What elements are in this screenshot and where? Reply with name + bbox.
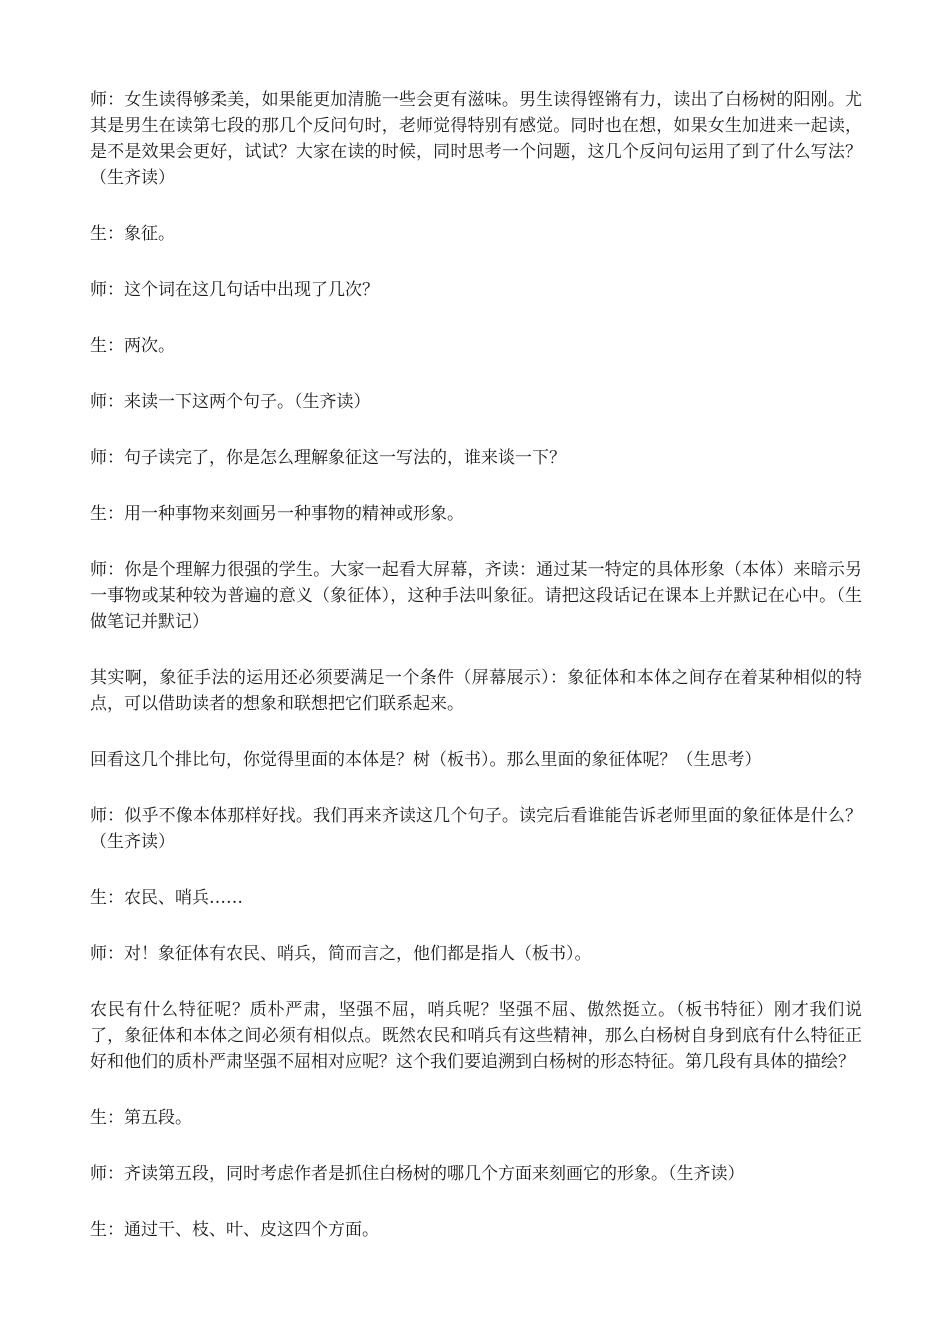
paragraph-student-farmers-sentries: 生：农民、哨兵…… — [90, 888, 243, 908]
paragraph-teacher-question-understanding: 师：句子读完了，你是怎么理解象征这一写法的，谁来谈一下？ — [90, 448, 566, 468]
paragraph-student-definition: 生：用一种事物来刻画另一种事物的精神或形象。 — [90, 504, 464, 524]
paragraph-teacher-find-symbol: 师：似乎不像本体那样好找。我们再来齐读这几个句子。读完后看谁能告诉老师里面的象征体是什么？（生齐读） — [90, 806, 862, 852]
paragraph-student-answer-twice: 生：两次。 — [90, 336, 175, 356]
paragraph-review-parallelism: 回看这几个排比句，你觉得里面的本体是？树（板书）。那么里面的象征体呢？（生思考） — [90, 750, 762, 770]
paragraph-features-discussion: 农民有什么特征呢？质朴严肃，坚强不屈，哨兵呢？坚强不屈、傲然挺立。（板书特征）刚才我们说了，象征体和本体之间必须有相似点。既然农民和哨兵有这些精神，那么白杨树自身到底有什么特征正好和他们的质朴严肃坚强不屈相对应呢？这个我们要追溯到白杨树的形态特征。第几段有具体的描绘？ — [90, 1000, 862, 1072]
paragraph-teacher-feedback-reading: 师：女生读得够柔美，如果能更加清脆一些会更有滋味。男生读得铿锵有力，读出了白杨树的阳刚。尤其是男生在读第七段的那几个反问句时，老师觉得特别有感觉。同时也在想，如果女生加进来一起读，是不是效果会更好，试试？大家在读的时候，同时思考一个问题，这几个反问句运用了到了什么写法？（生齐读） — [90, 90, 862, 188]
paragraph-student-answer-symbolism: 生：象征。 — [90, 224, 175, 244]
paragraph-teacher-read-sentences: 师：来读一下这两个句子。（生齐读） — [90, 392, 371, 412]
paragraph-condition-of-symbolism: 其实啊，象征手法的运用还必须要满足一个条件（屏幕展示）：象征体和本体之间存在着某种相似的特点，可以借助读者的想象和联想把它们联系起来。 — [90, 668, 862, 714]
document-page — [90, 87, 862, 1273]
paragraph-student-four-aspects: 生：通过干、枝、叶、皮这四个方面。 — [90, 1220, 379, 1240]
paragraph-teacher-people: 师：对！象征体有农民、哨兵，简而言之，他们都是指人（板书）。 — [90, 944, 592, 964]
paragraph-teacher-definition-screen: 师：你是个理解力很强的学生。大家一起看大屏幕，齐读：通过某一特定的具体形象（本体）来暗示另一事物或某种较为普遍的意义（象征体），这种手法叫象征。请把这段话记在课本上并默记在心中。（生做笔记并默记） — [90, 560, 862, 632]
paragraph-student-fifth-section: 生：第五段。 — [90, 1108, 192, 1128]
paragraph-teacher-read-fifth: 师：齐读第五段，同时考虑作者是抓住白杨树的哪几个方面来刻画它的形象。（生齐读） — [90, 1164, 745, 1184]
paragraph-teacher-question-count: 师：这个词在这几句话中出现了几次？ — [90, 280, 379, 300]
